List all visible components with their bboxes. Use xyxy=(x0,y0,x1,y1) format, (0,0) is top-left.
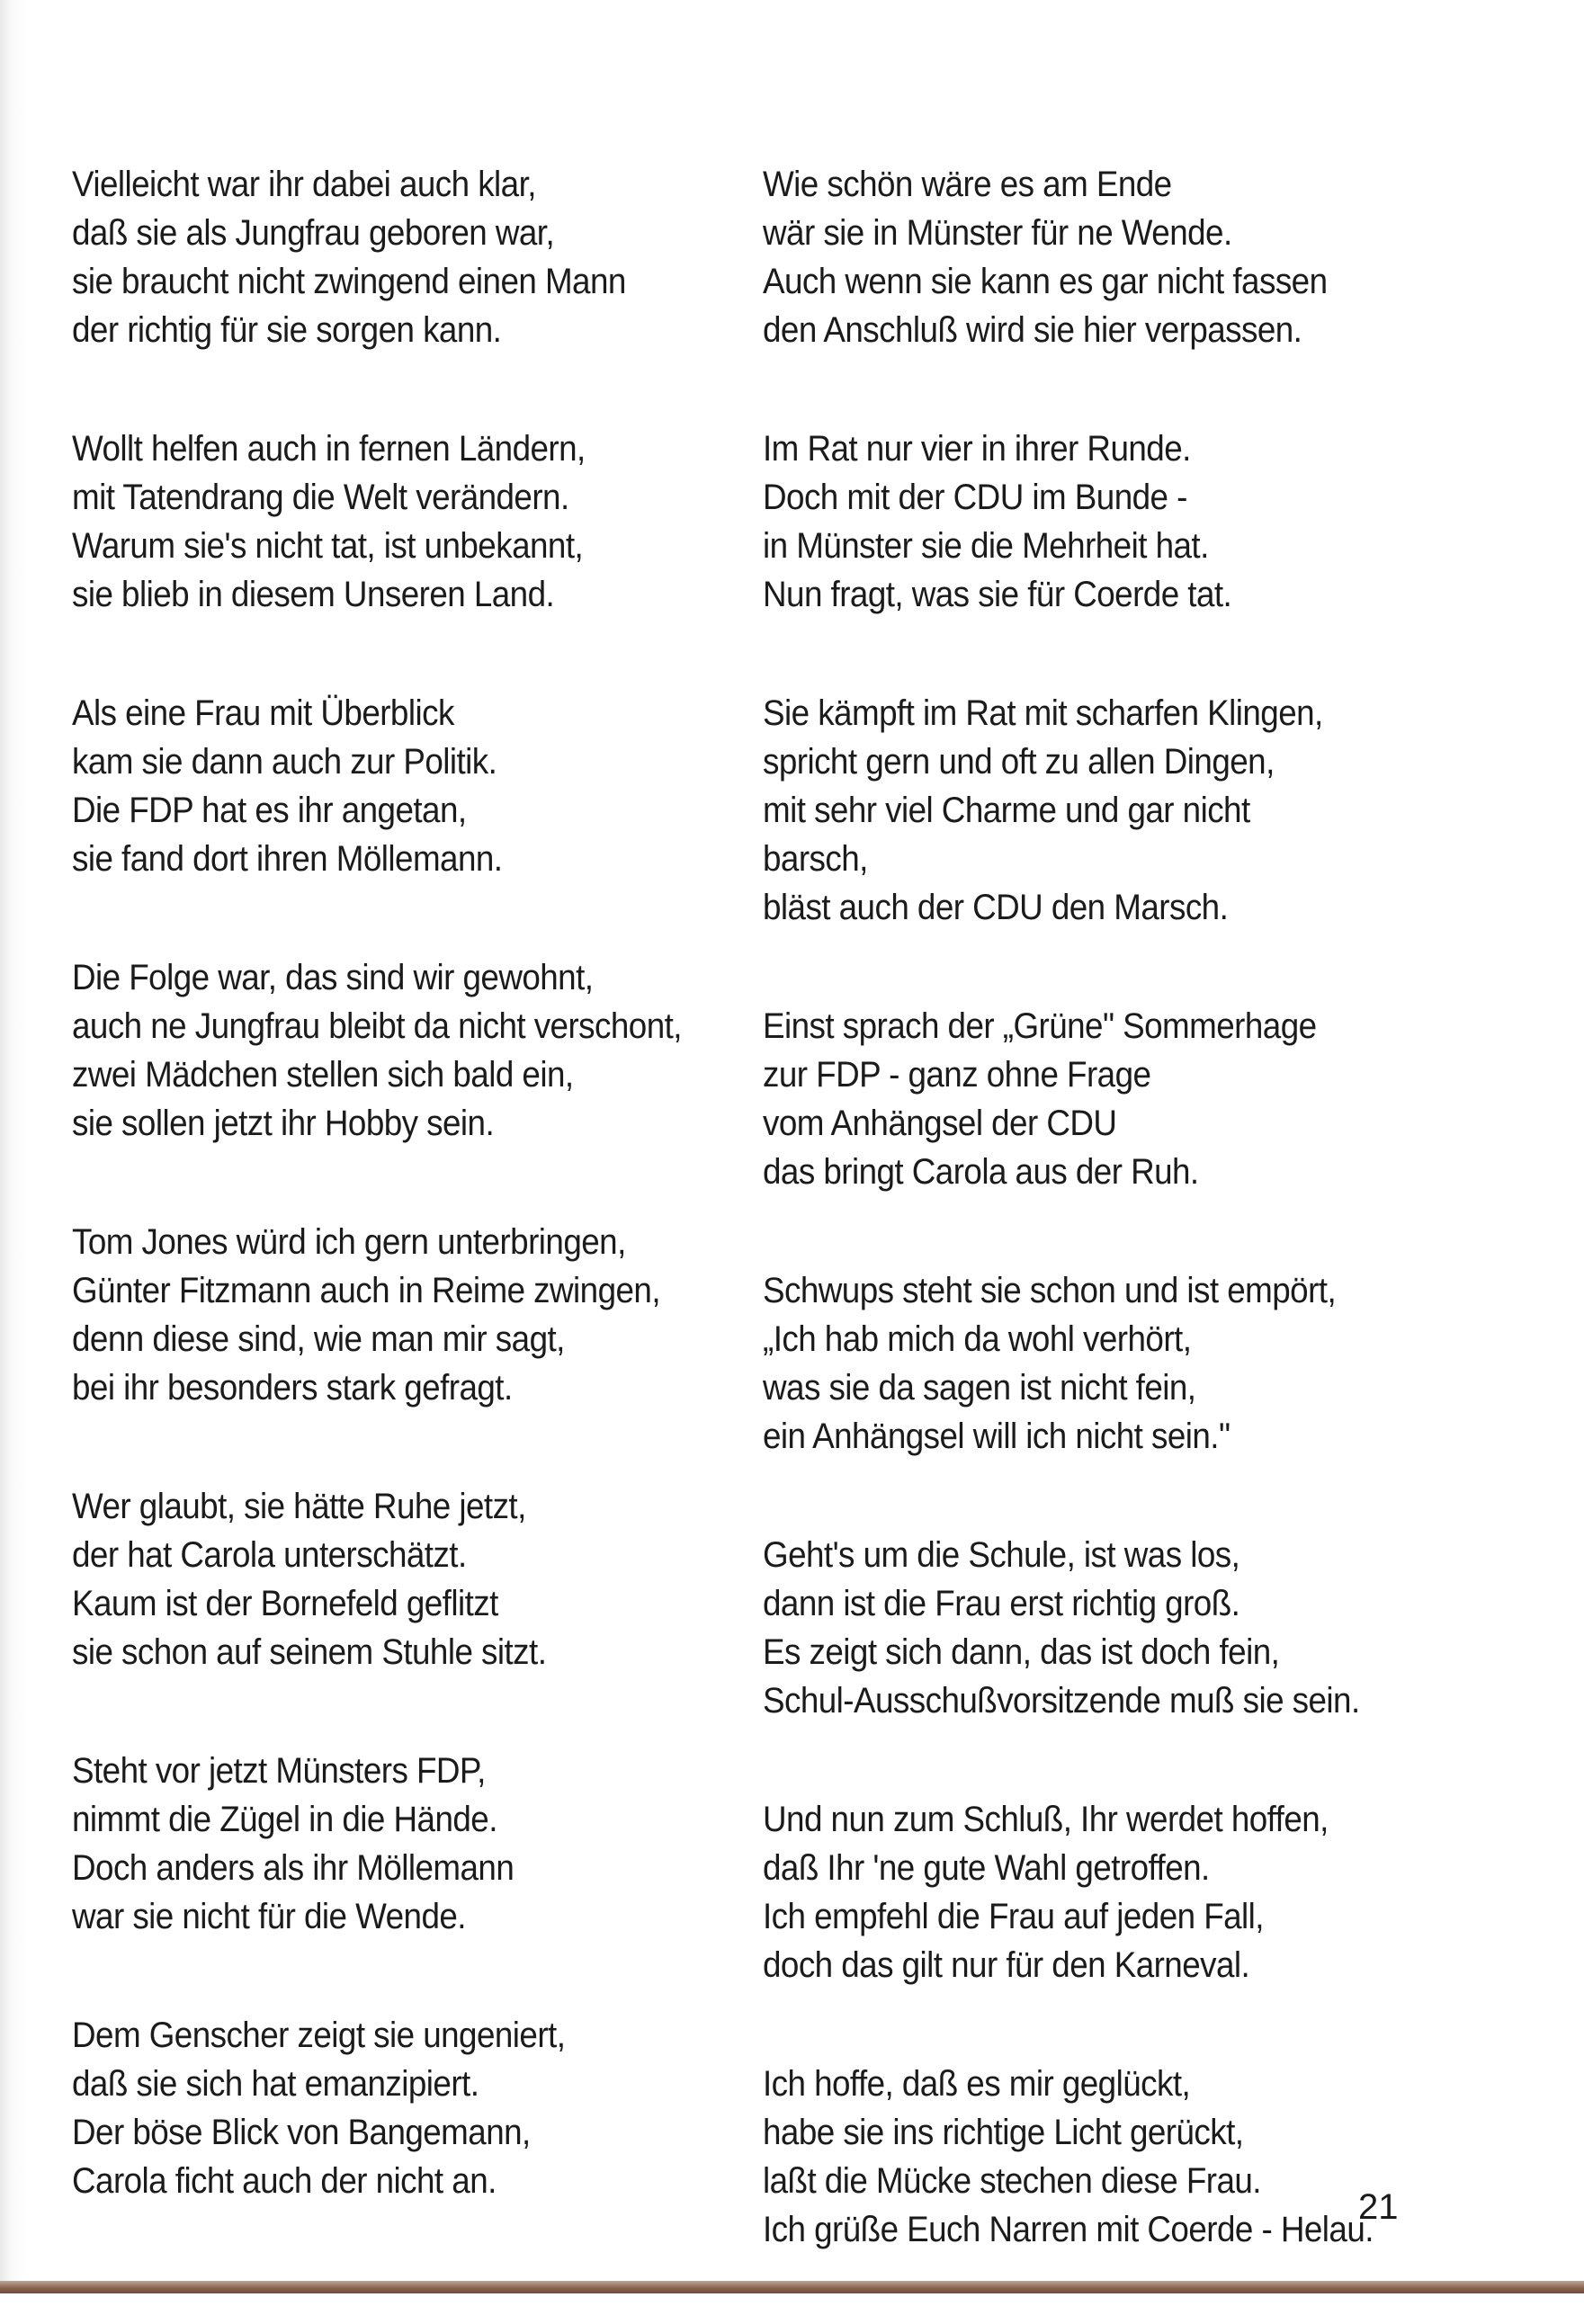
stanza xyxy=(763,1266,1450,1461)
verse-line: daß sie sich hat emanzipiert. xyxy=(72,2064,479,2104)
verse-line: Schwups steht sie schon und ist empört, xyxy=(763,1271,1337,1310)
verse-line: sie schon auf seinem Stuhle sitzt. xyxy=(72,1632,547,1672)
verse-line: daß sie als Jungfrau geboren war, xyxy=(72,213,555,253)
verse-line: das bringt Carola aus der Ruh. xyxy=(763,1152,1199,1192)
stanza xyxy=(72,689,701,883)
verse-line: Sie kämpft im Rat mit scharfen Klingen, xyxy=(763,693,1323,733)
stanza xyxy=(72,1482,701,1676)
verse-line: daß Ihr 'ne gute Wahl getroffen. xyxy=(763,1848,1210,1888)
verse-line: auch ne Jungfrau bleibt da nicht verschont, xyxy=(72,1006,682,1046)
verse-line: Ich empfehl die Frau auf jeden Fall, xyxy=(763,1897,1264,1936)
verse-line: Auch wenn sie kann es gar nicht fassen xyxy=(763,262,1328,301)
page-number: 21 xyxy=(1358,2187,1399,2227)
verse-line: Kaum ist der Bornefeld geflitzt xyxy=(72,1584,498,1623)
verse-line: Steht vor jetzt Münsters FDP, xyxy=(72,1751,486,1791)
stanza xyxy=(763,2060,1450,2254)
verse-line: bläst auch der CDU den Marsch. xyxy=(763,888,1229,927)
verse-line: „Ich hab mich da wohl verhört, xyxy=(763,1319,1192,1359)
verse-line: was sie da sagen ist nicht fein, xyxy=(763,1368,1196,1408)
stanza xyxy=(763,1795,1450,1989)
verse-line: nimmt die Zügel in die Hände. xyxy=(72,1800,497,1839)
verse-line: Ich grüße Euch Narren mit Coerde - Helau. xyxy=(763,2210,1374,2249)
verse-line: Ich hoffe, daß es mir geglückt, xyxy=(763,2064,1191,2104)
verse-line: Es zeigt sich dann, das ist doch fein, xyxy=(763,1632,1280,1672)
verse-line: den Anschluß wird sie hier verpassen. xyxy=(763,310,1302,350)
verse-line: vom Anhängsel der CDU xyxy=(763,1104,1117,1143)
verse-line: Wie schön wäre es am Ende xyxy=(763,165,1172,204)
verse-line: Als eine Frau mit Überblick xyxy=(72,693,454,733)
verse-line: spricht gern und oft zu allen Dingen, xyxy=(763,742,1275,782)
verse-line: mit sehr viel Charme und gar nicht xyxy=(763,791,1250,830)
verse-line: sie sollen jetzt ihr Hobby sein. xyxy=(72,1104,495,1143)
verse-line: Vielleicht war ihr dabei auch klar, xyxy=(72,165,536,204)
verse-line: zwei Mädchen stellen sich bald ein, xyxy=(72,1055,574,1095)
verse-line: mit Tatendrang die Welt verändern. xyxy=(72,478,569,517)
verse-line: Carola ficht auch der nicht an. xyxy=(72,2161,497,2201)
stanza xyxy=(72,2011,701,2205)
stanza xyxy=(72,953,701,1148)
verse-line: dann ist die Frau erst richtig groß. xyxy=(763,1584,1240,1623)
verse-line: Günter Fitzmann auch in Reime zwingen, xyxy=(72,1271,661,1310)
verse-line: habe sie ins richtige Licht gerückt, xyxy=(763,2113,1244,2152)
verse-line: der hat Carola unterschätzt. xyxy=(72,1535,467,1575)
verse-line: war sie nicht für die Wende. xyxy=(72,1897,466,1936)
stanza xyxy=(72,1218,701,1412)
verse-line: sie blieb in diesem Unseren Land. xyxy=(72,575,555,614)
verse-line: doch das gilt nur für den Karneval. xyxy=(763,1945,1250,1985)
verse-line: Und nun zum Schluß, Ihr werdet hoffen, xyxy=(763,1800,1329,1839)
verse-line: barsch, xyxy=(763,839,868,879)
verse-line: Wer glaubt, sie hätte Ruhe jetzt, xyxy=(72,1487,526,1526)
page-bottom-edge xyxy=(0,2281,1584,2293)
verse-line: sie braucht nicht zwingend einen Mann xyxy=(72,262,626,301)
stanza xyxy=(763,1002,1450,1196)
stanza xyxy=(763,425,1450,619)
verse-line: Der böse Blick von Bangemann, xyxy=(72,2113,531,2152)
verse-line: ein Anhängsel will ich nicht sein." xyxy=(763,1417,1231,1456)
verse-line: in Münster sie die Mehrheit hat. xyxy=(763,526,1209,566)
verse-line: Im Rat nur vier in ihrer Runde. xyxy=(763,429,1191,469)
verse-line: Nun fragt, was sie für Coerde tat. xyxy=(763,575,1232,614)
stanza xyxy=(763,1531,1450,1725)
verse-line: der richtig für sie sorgen kann. xyxy=(72,310,502,350)
stanza xyxy=(763,160,1450,354)
verse-line: kam sie dann auch zur Politik. xyxy=(72,742,497,782)
verse-line: Dem Genscher zeigt sie ungeniert, xyxy=(72,2016,566,2055)
verse-line: zur FDP - ganz ohne Frage xyxy=(763,1055,1151,1095)
verse-line: sie fand dort ihren Möllemann. xyxy=(72,839,503,879)
verse-line: bei ihr besonders stark gefragt. xyxy=(72,1368,513,1408)
verse-line: Doch anders als ihr Möllemann xyxy=(72,1848,515,1888)
verse-line: laßt die Mücke stechen diese Frau. xyxy=(763,2161,1261,2201)
stanza xyxy=(763,689,1450,932)
right-column xyxy=(763,160,1509,2324)
verse-line: Schul-Ausschußvorsitzende muß sie sein. xyxy=(763,1681,1360,1721)
verse-line: Einst sprach der „Grüne" Sommerhage xyxy=(763,1006,1317,1046)
verse-line: denn diese sind, wie man mir sagt, xyxy=(72,1319,565,1359)
verse-line: Die Folge war, das sind wir gewohnt, xyxy=(72,958,594,997)
stanza xyxy=(72,1747,701,1941)
left-column xyxy=(72,160,756,2275)
verse-line: Die FDP hat es ihr angetan, xyxy=(72,791,467,830)
verse-line: Tom Jones würd ich gern unterbringen, xyxy=(72,1222,626,1262)
verse-line: Warum sie's nicht tat, ist unbekannt, xyxy=(72,526,584,566)
stanza xyxy=(72,160,701,354)
verse-line: wär sie in Münster für ne Wende. xyxy=(763,213,1232,253)
verse-line: Wollt helfen auch in fernen Ländern, xyxy=(72,429,586,469)
stanza xyxy=(72,425,701,619)
verse-line: Doch mit der CDU im Bunde - xyxy=(763,478,1187,517)
verse-line: Geht's um die Schule, ist was los, xyxy=(763,1535,1240,1575)
